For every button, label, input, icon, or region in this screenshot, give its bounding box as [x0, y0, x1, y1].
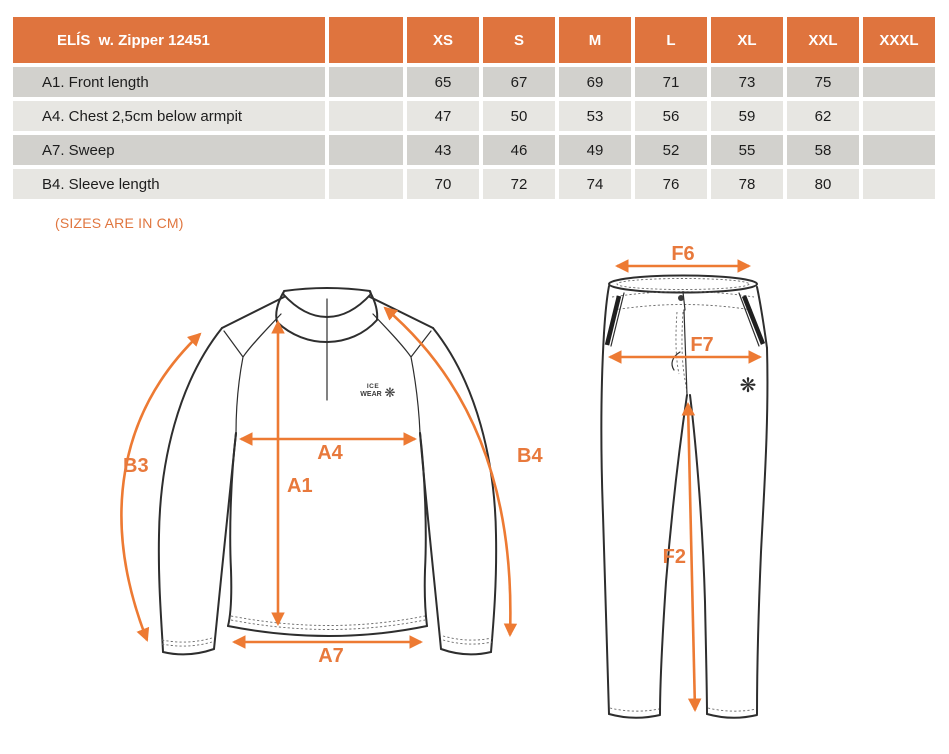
a7-label: A7 [318, 645, 344, 667]
value-cell: 71 [635, 67, 707, 97]
b4-label: B4 [517, 445, 543, 467]
row-label-sweep: A7. Sweep [13, 135, 325, 165]
value-cell: 53 [559, 101, 631, 131]
value-cell: 49 [559, 135, 631, 165]
row-label-chest: A4. Chest 2,5cm below armpit [13, 101, 325, 131]
value-cell: 58 [787, 135, 859, 165]
left-cuff-stitching [162, 638, 212, 646]
sweater-diagram [121, 288, 543, 667]
f7-label: F7 [690, 334, 714, 356]
pants-diagram [601, 243, 767, 718]
logo-text-wear: WEAR [360, 391, 382, 398]
b3-label: B3 [123, 455, 149, 477]
hem-stitching [231, 616, 425, 630]
right-raglan-seam [373, 314, 431, 433]
size-header-xl: XL [711, 17, 783, 63]
pants-outline [601, 276, 767, 718]
icewear-logo [360, 383, 395, 400]
value-cell: 69 [559, 67, 631, 97]
f6-label: F6 [671, 243, 695, 265]
value-cell: 55 [711, 135, 783, 165]
value-cell: 80 [787, 169, 859, 199]
value-cell: 67 [483, 67, 555, 97]
value-cell: 50 [483, 101, 555, 131]
value-cell: 73 [711, 67, 783, 97]
size-header-xxl: XXL [787, 17, 859, 63]
value-cell: 47 [407, 101, 479, 131]
fly-seam [684, 310, 687, 395]
f2-measure-arrow [688, 404, 695, 710]
size-header-l: L [635, 17, 707, 63]
right-cuff-stitching [443, 636, 492, 644]
value-cell: 78 [711, 169, 783, 199]
value-cell: 70 [407, 169, 479, 199]
value-cell: 62 [787, 101, 859, 131]
sweater-outline [159, 288, 496, 654]
f2-label: F2 [662, 546, 686, 568]
snowflake-icon: ❋ [384, 385, 396, 400]
row-label-front-length: A1. Front length [13, 67, 325, 97]
logo-text-ice: ICE [366, 383, 380, 390]
a1-label: A1 [287, 475, 313, 497]
value-cell: 52 [635, 135, 707, 165]
value-cell: 76 [635, 169, 707, 199]
value-cell: 74 [559, 169, 631, 199]
value-cell: 46 [483, 135, 555, 165]
value-cell: 43 [407, 135, 479, 165]
a4-label: A4 [317, 442, 343, 464]
row-label-sleeve-length: B4. Sleeve length [13, 169, 325, 199]
size-header-m: M [559, 17, 631, 63]
b4-measure-arrow [385, 308, 510, 635]
table-title: ELÍS w. Zipper 12451 [13, 17, 325, 63]
size-header-s: S [483, 17, 555, 63]
left-raglan-seam [224, 314, 281, 433]
right-hem-stitching [708, 708, 756, 711]
value-cell: 75 [787, 67, 859, 97]
value-cell: 59 [711, 101, 783, 131]
size-header-xxxl: XXXL [863, 17, 935, 63]
hem-bottom [228, 626, 427, 636]
size-header-xs: XS [407, 17, 479, 63]
value-cell: 72 [483, 169, 555, 199]
value-cell: 56 [635, 101, 707, 131]
value-cell: 65 [407, 67, 479, 97]
snowflake-icon: ❋ [739, 375, 757, 397]
units-note: (SIZES ARE IN CM) [55, 215, 184, 231]
left-hem-stitching [610, 708, 659, 711]
